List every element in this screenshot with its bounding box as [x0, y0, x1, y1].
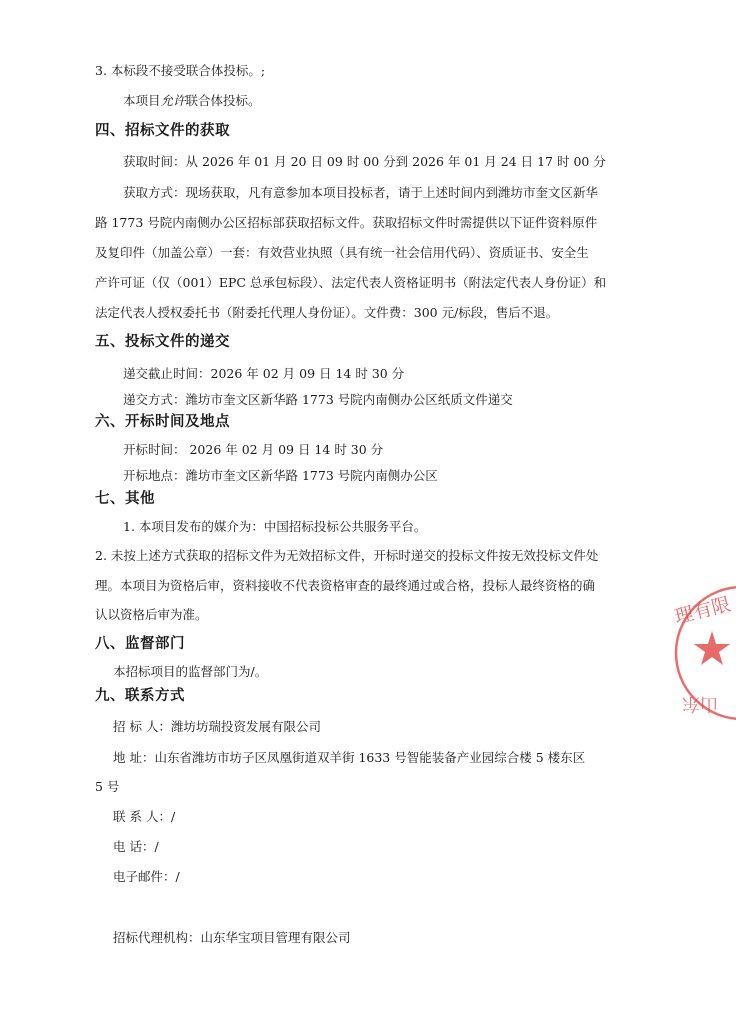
section-4-heading: 四、招标文件的获取 [95, 123, 230, 139]
acquisition-method-line-3: 及复印件（加盖公章）一套：有效营业执照（具有统一社会信用代码）、资质证书、安全生 [95, 245, 589, 260]
consortium-allow-word: 允许 [160, 93, 186, 108]
opening-time: 开标时间： 2026 年 02 月 09 日 14 时 30 分 [123, 442, 384, 457]
company-seal [668, 578, 736, 728]
item-3-no-consortium: 3. 本标段不接受联合体投标。; [95, 63, 266, 78]
company-seal-graphic [668, 578, 736, 728]
acquisition-method-line-4: 产许可证（仅（001）EPC 总承包标段）、法定代表人资格证明书（附法定代表人身份证）和 [95, 275, 607, 290]
section-6-heading: 六、开标时间及地点 [95, 414, 230, 430]
consortium-text-post: 联合体投标。 [185, 93, 261, 108]
tenderer: 招 标 人：潍坊坊瑞投资发展有限公司 [113, 719, 321, 734]
email: 电子邮件：/ [113, 869, 180, 884]
opening-place: 开标地点：潍坊市奎文区新华路 1773 号院内南侧办公区 [123, 468, 438, 483]
tender-agency: 招标代理机构：山东华宝项目管理有限公司 [113, 930, 351, 945]
section-5-heading: 五、投标文件的递交 [95, 334, 230, 350]
address-line-1: 地 址：山东省潍坊市坊子区凤凰街道双羊街 1633 号智能装备产业园综合楼 5 楼东区 [113, 750, 586, 765]
address-line-2: 5 号 [95, 779, 120, 794]
phone: 电 话：/ [113, 839, 159, 854]
section-9-heading: 九、联系方式 [95, 688, 185, 704]
other-item-2-line-1: 2. 未按上述方式获取的招标文件为无效招标文件，开标时递交的投标文件按无效投标文件处 [95, 548, 599, 563]
consortium-text-pre: 本项目 [123, 93, 161, 108]
other-item-1: 1. 本项目发布的媒介为：中国招标投标公共服务平台。 [123, 519, 427, 534]
svg-text:理有限: 理有限 [672, 593, 733, 629]
other-item-2-line-2: 理。本项目为资格后审，资料接收不代表资格审查的最终通过或合格，投标人最终资格的确 [95, 578, 596, 593]
consortium-allowed-line [123, 92, 261, 110]
acquisition-method-line-1: 获取方式：现场获取，凡有意参加本项目投标者，请于上述时间内到潍坊市奎文区新华 [123, 185, 599, 200]
section-8-heading: 八、监督部门 [95, 636, 185, 652]
submission-deadline: 递交截止时间：2026 年 02 月 09 日 14 时 30 分 [123, 366, 405, 381]
acquisition-method-line-5: 法定代表人授权委托书（附委托代理人身份证）。文件费：300 元/标段，售后不退。 [95, 305, 559, 320]
acquisition-time: 获取时间：从 2026 年 01 月 20 日 09 时 00 分到 2026 年 01 月 24 日 17 时 00 分 [123, 154, 606, 169]
submission-method: 递交方式：潍坊市奎文区新华路 1773 号院内南侧办公区纸质文件递交 [123, 392, 513, 407]
contact-person: 联 系 人：/ [113, 809, 176, 824]
supervision-text: 本招标项目的监督部门为/。 [113, 664, 268, 679]
acquisition-method-line-2: 路 1773 号院内南侧办公区招标部获取招标文件。获取招标文件时需提供以下证件资料原件 [95, 215, 598, 230]
seal-star-icon [694, 631, 730, 665]
svg-text:山东: 山东 [682, 693, 718, 714]
other-item-2-line-3: 认以资格后审为准。 [95, 607, 208, 622]
section-7-heading: 七、其他 [95, 491, 155, 507]
